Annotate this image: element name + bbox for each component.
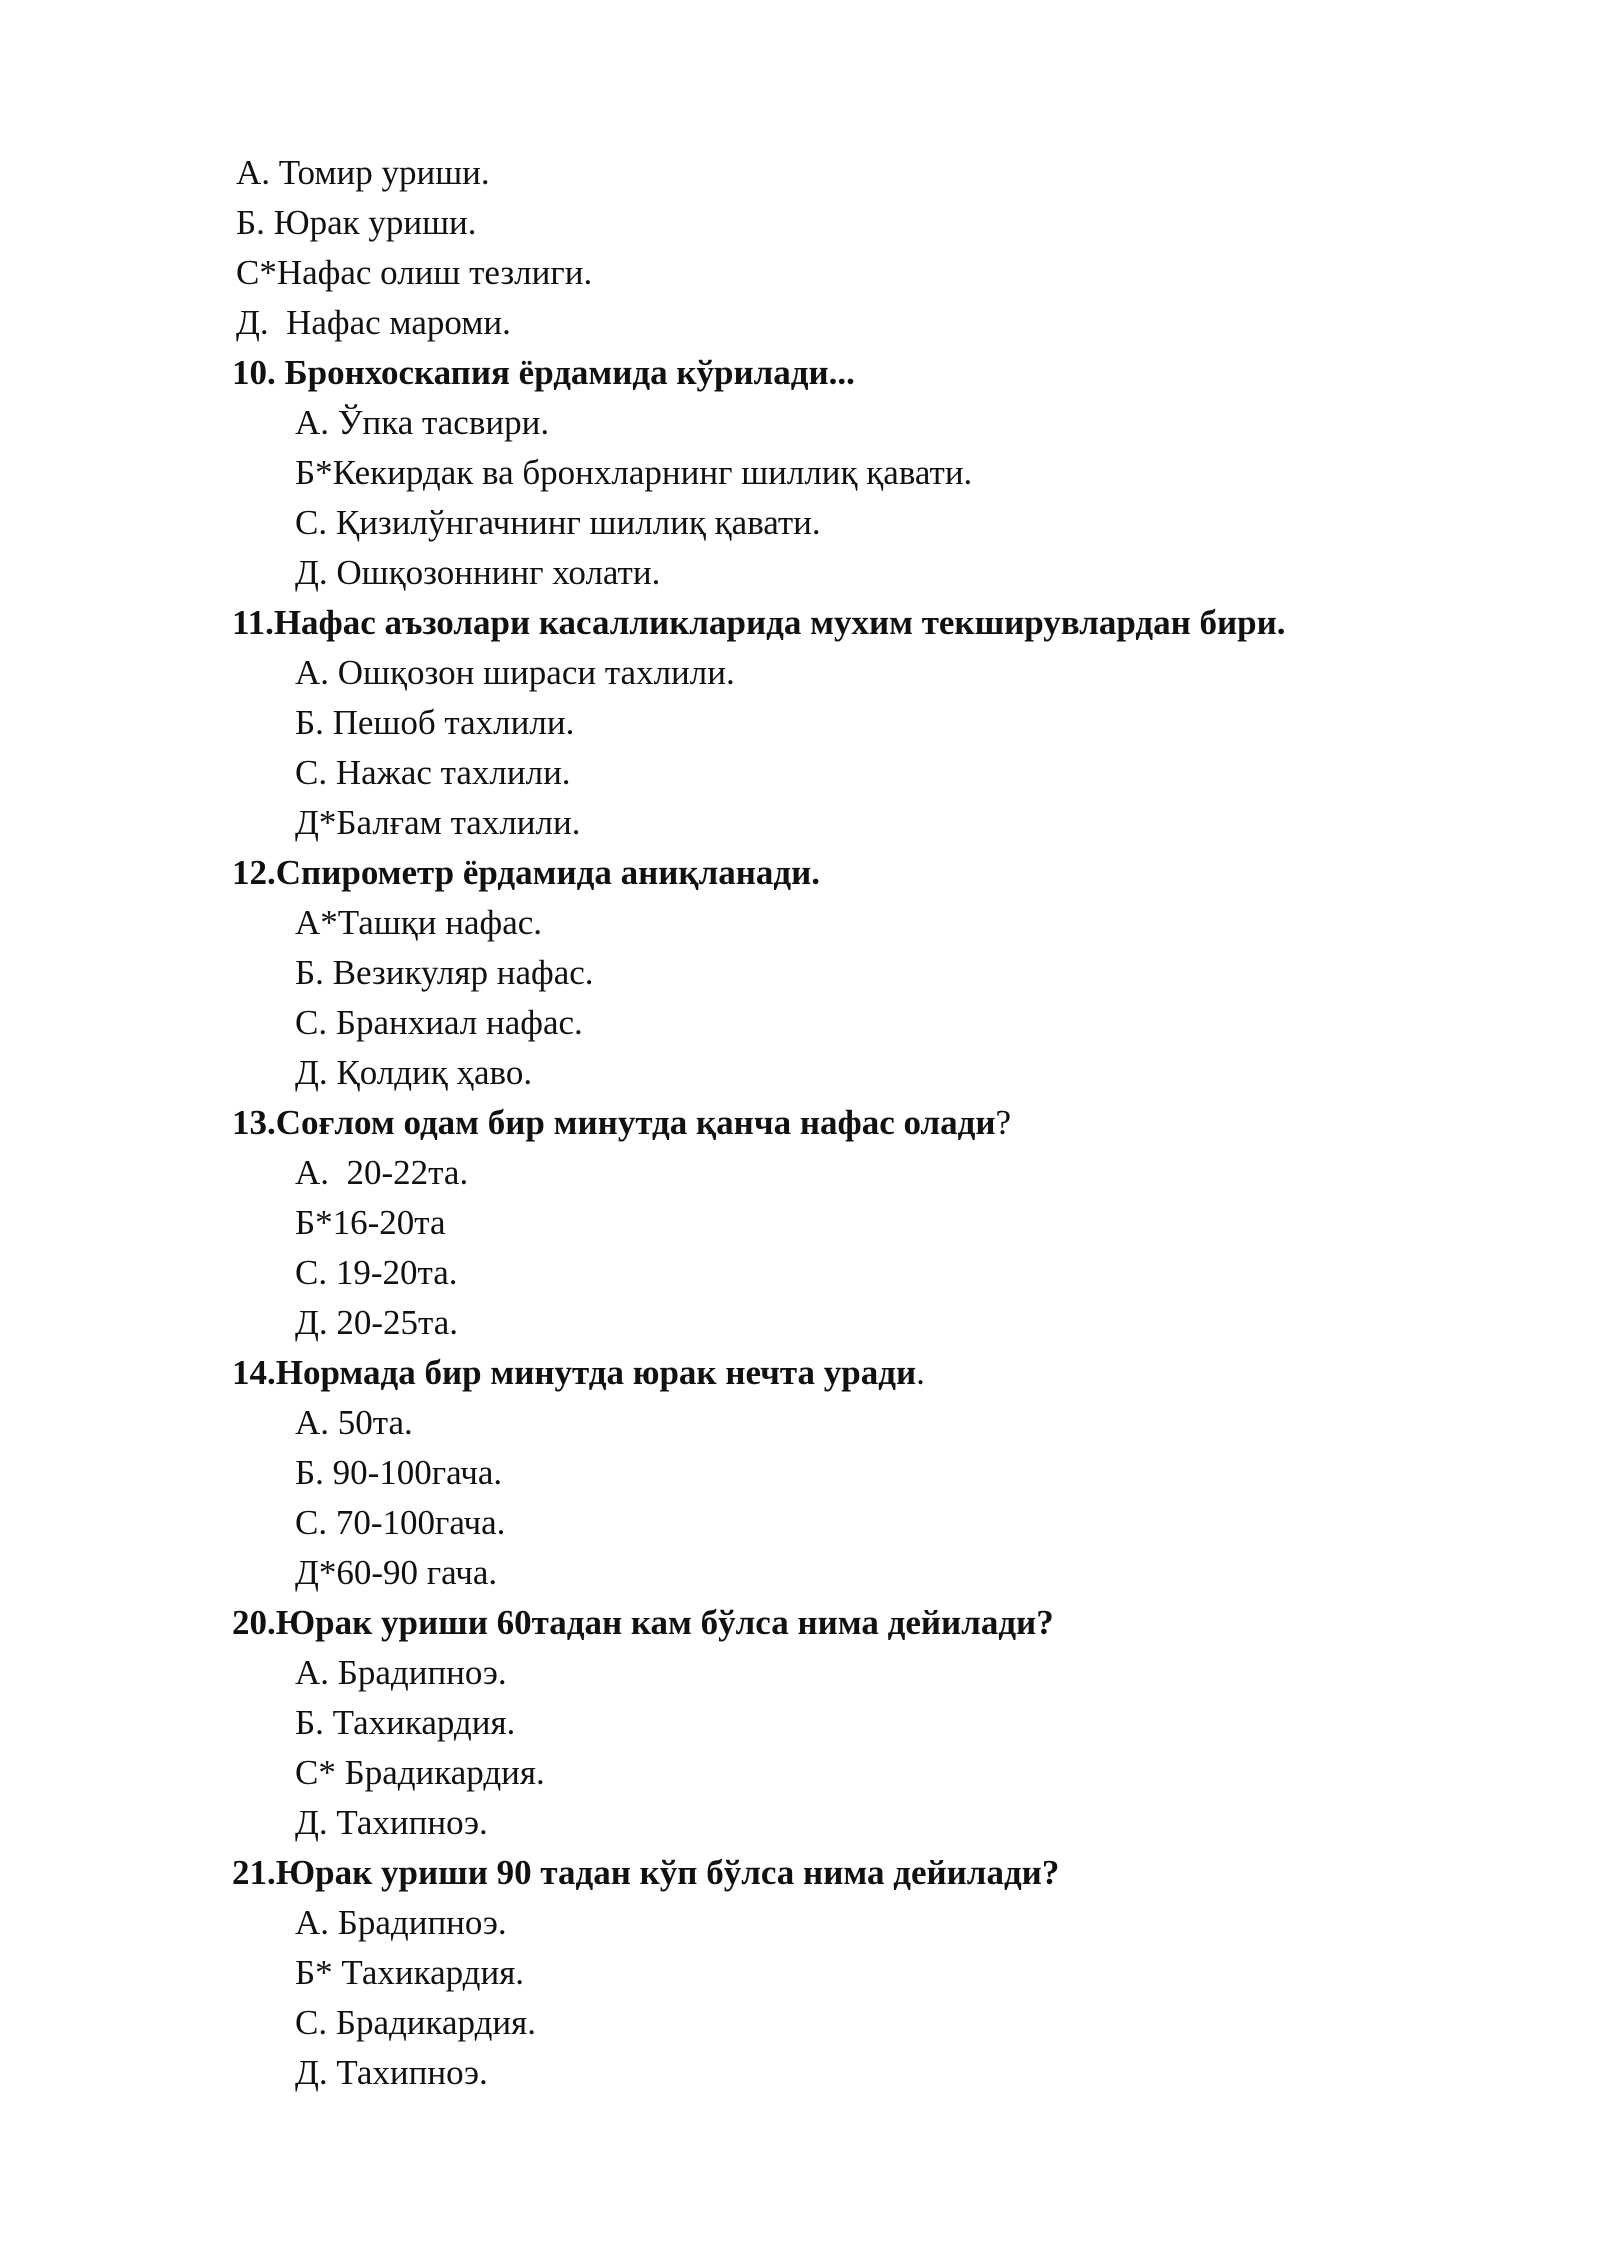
question-text: 20.Юрак уриши 60тадан кам бўлса нима дейилади? bbox=[232, 1603, 1054, 1642]
answer-option: Б*16-20та bbox=[295, 1203, 446, 1242]
answer-option: Д. Тахипноэ. bbox=[295, 2053, 488, 2092]
question-title bbox=[232, 348, 1432, 398]
question-title bbox=[232, 1098, 1432, 1148]
question-title bbox=[232, 848, 1432, 898]
question-title bbox=[232, 1348, 1432, 1398]
answer-option: С. Бранхиал нафас. bbox=[295, 1003, 583, 1042]
answer-option: С. 19-20та. bbox=[295, 1253, 458, 1292]
question-text: 12.Спирометр ёрдамида аниқланади. bbox=[232, 853, 820, 892]
answer-option: Б. Юрак уриши. bbox=[236, 203, 477, 242]
answer-option: А. Томир уриши. bbox=[236, 153, 490, 192]
answer-option: С* Брадикардия. bbox=[295, 1753, 545, 1792]
answer-option: А. Ўпка тасвири. bbox=[295, 403, 550, 442]
answer-option: Д. Ошқозоннинг холати. bbox=[295, 553, 661, 592]
answer-option: С. Брадикардия. bbox=[295, 2003, 536, 2042]
question-tail: ? bbox=[995, 1103, 1012, 1142]
question-text: 14.Нормада бир минутда юрак нечта уради bbox=[232, 1353, 917, 1392]
answer-option: Д*60-90 гача. bbox=[295, 1553, 498, 1592]
question-title bbox=[232, 1848, 1432, 1898]
answer-option: А. Брадипноэ. bbox=[295, 1653, 507, 1692]
question-text: 13.Соғлом одам бир минутда қанча нафас олади bbox=[232, 1103, 996, 1142]
question-title bbox=[232, 1598, 1432, 1648]
answer-option: Д. 20-25та. bbox=[295, 1303, 459, 1342]
answer-option: Д*Балғам тахлили. bbox=[295, 803, 581, 842]
answer-option: С. Қизилўнгачнинг шиллиқ қавати. bbox=[295, 503, 821, 542]
answer-option: Б* Тахикардия. bbox=[295, 1953, 525, 1992]
answer-option: С. Нажас тахлили. bbox=[295, 753, 571, 792]
answer-option: А. Ошқозон шираси тахлили. bbox=[295, 653, 735, 692]
question-text: 21.Юрак уриши 90 тадан кўп бўлса нима дейилади? bbox=[232, 1853, 1060, 1892]
answer-option: С*Нафас олиш тезлиги. bbox=[236, 253, 593, 292]
answer-option: А*Ташқи нафас. bbox=[295, 903, 543, 942]
answer-option: А. 50та. bbox=[295, 1403, 413, 1442]
answer-option: А. Брадипноэ. bbox=[295, 1903, 507, 1942]
question-title bbox=[232, 598, 1432, 648]
answer-option: Д. Тахипноэ. bbox=[295, 1803, 488, 1842]
answer-option: Б. 90-100гача. bbox=[295, 1453, 503, 1492]
answer-option: Б. Тахикардия. bbox=[295, 1703, 516, 1742]
answer-option: С. 70-100гача. bbox=[295, 1503, 506, 1542]
answer-option: Д. Қолдиқ ҳаво. bbox=[295, 1053, 533, 1092]
answer-option: А. 20-22та. bbox=[295, 1153, 469, 1192]
answer-option: Б*Кекирдак ва бронхларнинг шиллиқ қавати. bbox=[295, 453, 973, 492]
answer-option: Д. Нафас мароми. bbox=[236, 303, 511, 342]
question-text: 11.Нафас аъзолари касалликларида мухим текширувлардан бири. bbox=[232, 603, 1286, 642]
question-text: 10. Бронхоскапия ёрдамида кўрилади... bbox=[232, 353, 855, 392]
document-content bbox=[232, 148, 1432, 2098]
answer-option: Б. Везикуляр нафас. bbox=[295, 953, 594, 992]
question-tail: . bbox=[916, 1353, 925, 1392]
answer-option: Б. Пешоб тахлили. bbox=[295, 703, 575, 742]
